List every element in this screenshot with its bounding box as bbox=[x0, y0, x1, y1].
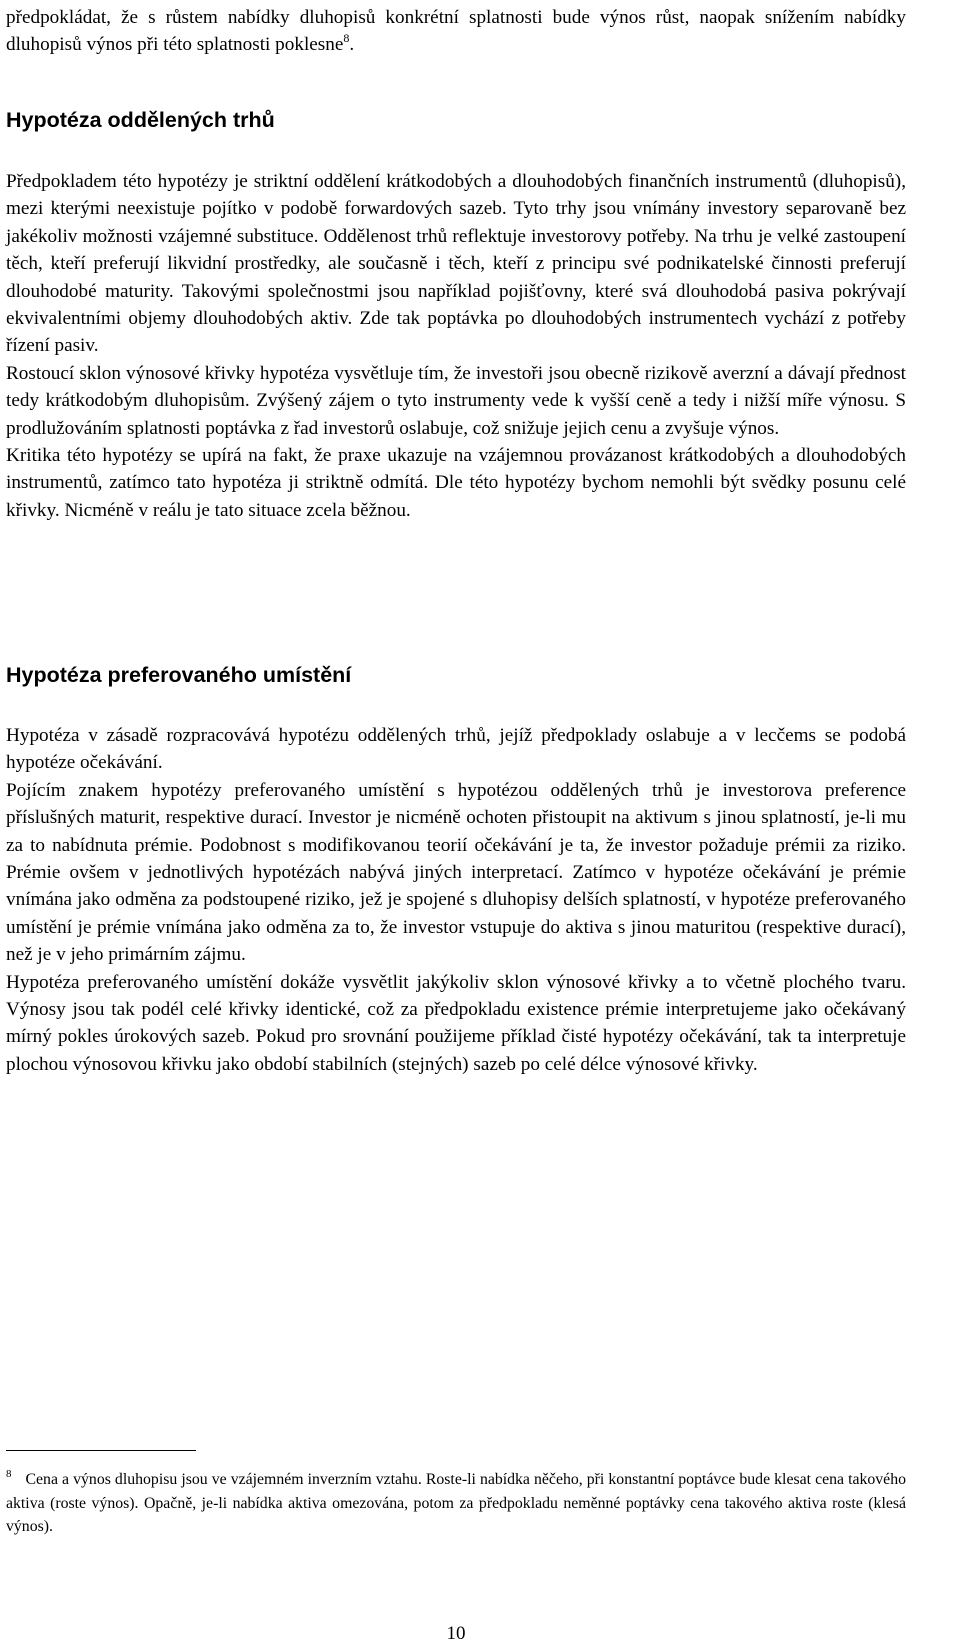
intro-paragraph bbox=[6, 4, 906, 59]
footnote-separator bbox=[6, 1450, 196, 1451]
page-number: 10 bbox=[446, 1623, 466, 1644]
section-separated-markets bbox=[6, 168, 906, 524]
body-paragraph: Rostoucí sklon výnosové křivky hypotéza vysvětluje tím, že investoři jsou obecně rizikově averzní a dávají přednost tedy krátkodobým dluhopisům. Zvýšený zájem o tyto instrumenty vede k vyšší ceně a tedy i nižší míře výnosu. S prodlužováním splatnosti poptávka z řad investorů oslabuje, což snižuje jejich cenu a zvyšuje výnos. bbox=[6, 362, 906, 439]
section-heading-separated-markets: Hypotéza oddělených trhů bbox=[6, 108, 275, 132]
footnote-reference[interactable]: 8 bbox=[343, 31, 350, 46]
body-paragraph: Předpokladem této hypotézy je striktní oddělení krátkodobých a dlouhodobých finančních instrumentů (dluhopisů), mezi kterými neexistuje pojítko v podobě forwardových sazeb. Tyto trhy jsou vnímány investory separovaně bez jakékoliv možnosti vzájemné substituce. Oddělenost trhů reflektuje investorovy potřeby. Na trhu je velké zastoupení těch, kteří preferují likvidní prostředky, ale současně i těch, kteří z principu své podnikatelské činnosti preferují dlouhodobé maturity. Takovými společnostmi jsou například pojišťovny, které svá dlouhodobá pasiva pokrývají ekvivalentními objemy dlouhodobých aktiv. Zde tak poptávka po dlouhodobých instrumentech vychází z potřeby řízení pasiv. bbox=[6, 171, 906, 357]
footnote-mark: 8 bbox=[6, 1468, 12, 1480]
intro-period: . bbox=[349, 34, 355, 56]
body-paragraph: Hypotéza v zásadě rozpracovává hypotézu oddělených trhů, jejíž předpoklady oslabuje a v lecčems se podobá hypotéze očekávání. bbox=[6, 725, 906, 774]
body-paragraph: Hypotéza preferovaného umístění dokáže vysvětlit jakýkoliv sklon výnosové křivky a to včetně plochého tvaru. Výnosy jsou tak podél celé křivky identické, což za předpokladu existence prémie interpretujeme jako očekávaný mírný pokles úrokových sazeb. Pokud pro srovnání použijeme příklad čisté hypotézy očekávání, tak ta interpretuje plochou výnosovou křivku jako období stabilních (stejných) sazeb po celé délce výnosové křivky. bbox=[6, 971, 906, 1075]
body-paragraph: Pojícím znakem hypotézy preferovaného umístění s hypotézou oddělených trhů je investorova preference příslušných maturit, respektive durací. Investor je nicméně ochoten přistoupit na aktivum s jinou splatností, je-li mu za to nabídnuta prémie. Podobnost s modifikovanou teorií očekávání je ta, že investor požaduje prémii za riziko. Prémie ovšem v jednotlivých hypotézách nabývá jiných interpretací. Zatímco v hypotéze očekávání je prémie vnímána jako odměna za podstoupené riziko, jež je spojené s dluhopisy delších splatností, v hypotéze preferovaného umístění je prémie vnímána jako odměna za to, že investor vstupuje do aktiva s jinou maturitou (respektive durací), než je v jeho primárním zájmu. bbox=[6, 779, 906, 966]
footnote-text: Cena a výnos dluhopisu jsou ve vzájemném inverzním vztahu. Roste-li nabídka něčeho, při konstantní poptávce bude klesat cena takového aktiva (roste výnos). Opačně, je-li nabídka aktiva omezována, potom za předpokladu neměnné poptávky cena takového aktiva roste (klesá výnos). bbox=[6, 1471, 906, 1535]
document-page bbox=[6, 0, 906, 1650]
section-heading-preferred-habitat: Hypotéza preferovaného umístění bbox=[6, 663, 352, 687]
body-paragraph: Kritika této hypotézy se upírá na fakt, že praxe ukazuje na vzájemnou provázanost krátkodobých a dlouhodobých instrumentů, zatímco tato hypotéza ji striktně odmítá. Dle této hypotézy bychom nemohli být svědky posunu celé křivky. Nicméně v reálu je tato situace zcela běžnou. bbox=[6, 445, 906, 521]
intro-text: předpokládat, že s růstem nabídky dluhopisů konkrétní splatnosti bude výnos růst, naopak snížením nabídky dluhopisů výnos při této splatnosti poklesne bbox=[6, 7, 906, 56]
footnote bbox=[6, 1468, 906, 1539]
section-preferred-habitat bbox=[6, 722, 906, 1078]
